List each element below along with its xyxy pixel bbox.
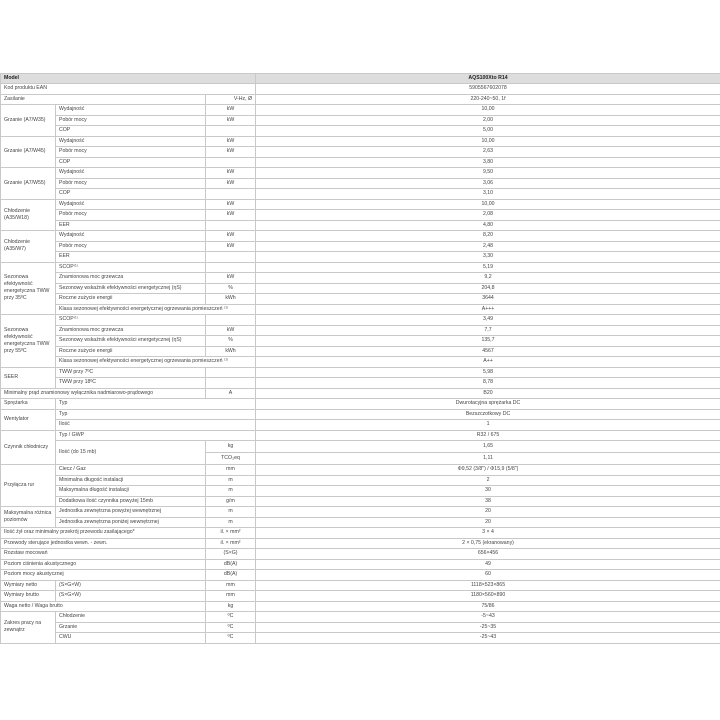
group-label: SEER [1,367,56,388]
table-row [1,273,720,284]
row-label: Rozstaw mocowań [1,549,206,560]
row-value: 60 [256,570,720,581]
table-row [1,633,720,644]
row-label: Ilość [56,420,256,431]
row-value: B20 [256,388,720,399]
row-unit: g/m [206,496,256,507]
row-label: Maksymalna długość instalacji [56,486,206,497]
row-unit: kW [206,147,256,158]
row-label: Roczne zużycie energii [56,346,206,357]
row-label: Typ / GWP [56,430,256,441]
row-unit: kW [206,273,256,284]
row-value: 135,7 [256,336,720,347]
row-unit: il. × mm² [206,538,256,549]
row-value: Bezszczotkowy DC [256,409,720,420]
row-value: 8,20 [256,231,720,242]
row-label: CWU [56,633,206,644]
group-label: Maksymalna różnica poziomów [1,507,56,528]
table-row [1,157,720,168]
row-value: 1 [256,420,720,431]
row-value: 1180×560×890 [256,591,720,602]
table-row [1,336,720,347]
row-value: -25~35 [256,622,720,633]
row-unit: ºC [206,633,256,644]
row-unit: ºC [206,612,256,623]
table-row [1,388,720,399]
table-row [1,507,720,518]
table-row [1,346,720,357]
row-value: 1,11 [256,453,720,465]
row-label: SCOP⁽¹⁾ [56,262,206,273]
row-unit: kg [206,441,256,453]
table-row [1,252,720,263]
table-row [1,94,720,105]
row-value: 5,19 [256,262,720,273]
group-label: Zakres pracy na zewnątrz [1,612,56,644]
row-value: 3644 [256,294,720,305]
table-row [1,612,720,623]
row-label: Klasa sezonowej efektywności energetycznej ogrzewania pomieszczeń ⁽¹⁾ [56,357,256,368]
row-label: Minimalna długość instalacji [56,475,206,486]
group-label: Chłodzenie (A35/W18) [1,199,56,231]
row-unit: kg [206,601,256,612]
row-value: Dwurotacyjna sprężarka DC [256,399,720,410]
row-label: Wydajność [56,199,206,210]
row-unit: % [206,336,256,347]
table-row [1,538,720,549]
table-header-row [1,74,720,84]
row-sublabel: (S×G×W) [56,591,206,602]
group-label: Sezonowa efektywność energetyczna TWW przy 35ºC [1,262,56,315]
row-value: 2 × 0,75 (ekranowany) [256,538,720,549]
row-unit: (S×G) [206,549,256,560]
table-row [1,549,720,560]
row-unit: kW [206,210,256,221]
table-row [1,220,720,231]
row-unit: mm [206,465,256,476]
table-row [1,441,720,453]
row-label: Typ [56,409,256,420]
table-row [1,262,720,273]
row-label: Znamionowa moc grzewcza [56,273,206,284]
row-value: 38 [256,496,720,507]
row-label: Pobór mocy [56,115,206,126]
table-row [1,580,720,591]
row-label: Wymiary netto [1,580,56,591]
group-label: Wentylator [1,409,56,430]
table-row [1,283,720,294]
row-label: EER [56,252,206,263]
row-unit: TCO₂eq [206,453,256,465]
row-value: 75/86 [256,601,720,612]
table-row [1,591,720,602]
table-row [1,84,720,95]
row-label: Pobór mocy [56,178,206,189]
row-label: Grzanie [56,622,206,633]
row-value: A++ [256,357,720,368]
spec-table-container [0,73,720,644]
row-label: SCOP⁽¹⁾ [56,315,206,326]
row-unit: m [206,517,256,528]
table-row [1,241,720,252]
table-row [1,315,720,326]
row-unit: kWh [206,346,256,357]
row-label: Znamionowa moc grzewcza [56,325,206,336]
row-unit: il. × mm² [206,528,256,539]
spec-table [0,73,720,644]
row-unit: kW [206,231,256,242]
table-row [1,105,720,116]
table-row [1,189,720,200]
row-label: Klasa sezonowej efektywności energetycznej ogrzewania pomieszczeń ⁽¹⁾ [56,304,256,315]
row-label: Chłodzenie [56,612,206,623]
row-value: 20 [256,517,720,528]
group-label: Przyłącza rur [1,465,56,507]
model-label: Model [1,74,256,84]
row-label: Wydajność [56,136,206,147]
row-unit: kW [206,178,256,189]
row-label: Sezonowy wskaźnik efektywności energetycznej (ηS) [56,336,206,347]
row-unit: dB(A) [206,559,256,570]
row-label: Ciecz / Gaz [56,465,206,476]
row-label: Wydajność [56,231,206,242]
row-unit: m [206,507,256,518]
row-value: 2,63 [256,147,720,158]
row-value: 2,08 [256,210,720,221]
row-value: 5905567602078 [256,84,720,95]
table-row [1,147,720,158]
row-label: Sezonowy wskaźnik efektywności energetycznej (ηS) [56,283,206,294]
row-label: Dodatkowa ilość czynnika powyżej 15mb [56,496,206,507]
row-label: Przewody sterujące jednostka wewn. - zewn. [1,538,206,549]
row-value: R32 / 675 [256,430,720,441]
row-label: Kod produktu EAN [1,84,256,95]
row-value: 3,10 [256,189,720,200]
row-label: Poziom mocy akustycznej [1,570,206,581]
table-row [1,378,720,389]
row-value: 220-240~50, 1f [256,94,720,105]
table-row [1,357,720,368]
row-value: A+++ [256,304,720,315]
row-value: 10,00 [256,199,720,210]
row-value: 204,8 [256,283,720,294]
row-value: Φ9,52 (3/8") / Φ15,9 (5/8") [256,465,720,476]
table-row [1,409,720,420]
row-label: Ilość żył oraz minimalny przekrój przewodu zasilającego* [1,528,206,539]
row-unit: kW [206,241,256,252]
table-row [1,601,720,612]
model-value: AQS100Xto R14 [256,74,720,84]
table-row [1,517,720,528]
row-value: 2,00 [256,115,720,126]
row-unit: kW [206,115,256,126]
row-unit: mm [206,580,256,591]
row-value: 3,80 [256,157,720,168]
row-unit: kW [206,105,256,116]
row-label: EER [56,220,206,231]
table-row [1,367,720,378]
row-value: 1118×523×865 [256,580,720,591]
row-value: 10,00 [256,105,720,116]
row-value: -5~43 [256,612,720,623]
row-label: Poziom ciśnienia akustycznego [1,559,206,570]
row-value: 2,48 [256,241,720,252]
row-unit: kW [206,325,256,336]
row-label: Typ [56,399,256,410]
row-label: Pobór mocy [56,210,206,221]
row-label: Waga netto / Waga brutto [1,601,206,612]
row-sublabel: (S×G×W) [56,580,206,591]
row-unit: A [206,388,256,399]
table-row [1,304,720,315]
row-label: Pobór mocy [56,241,206,252]
row-label: Wymiary brutto [1,591,56,602]
row-value: 9,50 [256,168,720,179]
row-unit: % [206,283,256,294]
row-label: TWW przy 7ºC [56,367,206,378]
group-label: Sprężarka [1,399,56,410]
row-value: 5,00 [256,126,720,137]
row-value: 2 [256,475,720,486]
row-value: 7,7 [256,325,720,336]
row-label: Ilość (do 15 mb) [56,441,206,465]
row-value: 5,98 [256,367,720,378]
row-label: Wydajność [56,168,206,179]
row-label: COP [56,157,206,168]
table-row [1,136,720,147]
row-value: 3,30 [256,252,720,263]
row-label: Wydajność [56,105,206,116]
row-label: Roczne zużycie energii [56,294,206,305]
row-label: Zasilanie [1,94,206,105]
row-unit: ºC [206,622,256,633]
row-value: -25~43 [256,633,720,644]
row-value: 30 [256,486,720,497]
row-value: 3 × 4 [256,528,720,539]
table-row [1,168,720,179]
row-unit: kWh [206,294,256,305]
table-row [1,430,720,441]
row-value: 4567 [256,346,720,357]
table-row [1,420,720,431]
group-label: Chłodzenie (A35/W7) [1,231,56,263]
row-unit: m [206,475,256,486]
group-label: Grzanie (A7/W55) [1,168,56,200]
table-row [1,559,720,570]
table-row [1,325,720,336]
row-value: 4,80 [256,220,720,231]
row-value: 3,06 [256,178,720,189]
row-label: Pobór mocy [56,147,206,158]
table-row [1,475,720,486]
group-label: Grzanie (A7/W35) [1,105,56,137]
group-label: Czynnik chłodniczy [1,430,56,465]
table-row [1,294,720,305]
row-unit: kW [206,199,256,210]
table-row [1,496,720,507]
row-unit: m [206,486,256,497]
row-value: 9,2 [256,273,720,284]
row-label: COP [56,126,206,137]
row-value: 3,49 [256,315,720,326]
row-label: COP [56,189,206,200]
row-unit: kW [206,168,256,179]
row-value: 20 [256,507,720,518]
row-value: 8,78 [256,378,720,389]
row-unit: V-Hz, Ø [206,94,256,105]
table-row [1,570,720,581]
table-row [1,115,720,126]
row-unit: dB(A) [206,570,256,581]
row-label: Jednostka zewnętrzna poniżej wewnętrznej [56,517,206,528]
row-label: TWW przy 18ºC [56,378,206,389]
table-row [1,399,720,410]
row-value: 10,00 [256,136,720,147]
row-label: Jednostka zewnętrzna powyżej wewnętrznej [56,507,206,518]
group-label: Grzanie (A7/W45) [1,136,56,168]
group-label: Sezonowa efektywność energetyczna TWW przy 55ºC [1,315,56,368]
table-row [1,528,720,539]
row-value: 49 [256,559,720,570]
table-row [1,210,720,221]
row-label: Minimalny prąd znamionowy wyłącznika nadmiarowo-prądowego [1,388,206,399]
table-row [1,126,720,137]
row-value: 656×456 [256,549,720,560]
table-row [1,199,720,210]
row-value: 1,65 [256,441,720,453]
table-row [1,622,720,633]
table-row [1,231,720,242]
table-row [1,178,720,189]
table-row [1,465,720,476]
row-unit: mm [206,591,256,602]
row-unit: kW [206,136,256,147]
table-row [1,486,720,497]
